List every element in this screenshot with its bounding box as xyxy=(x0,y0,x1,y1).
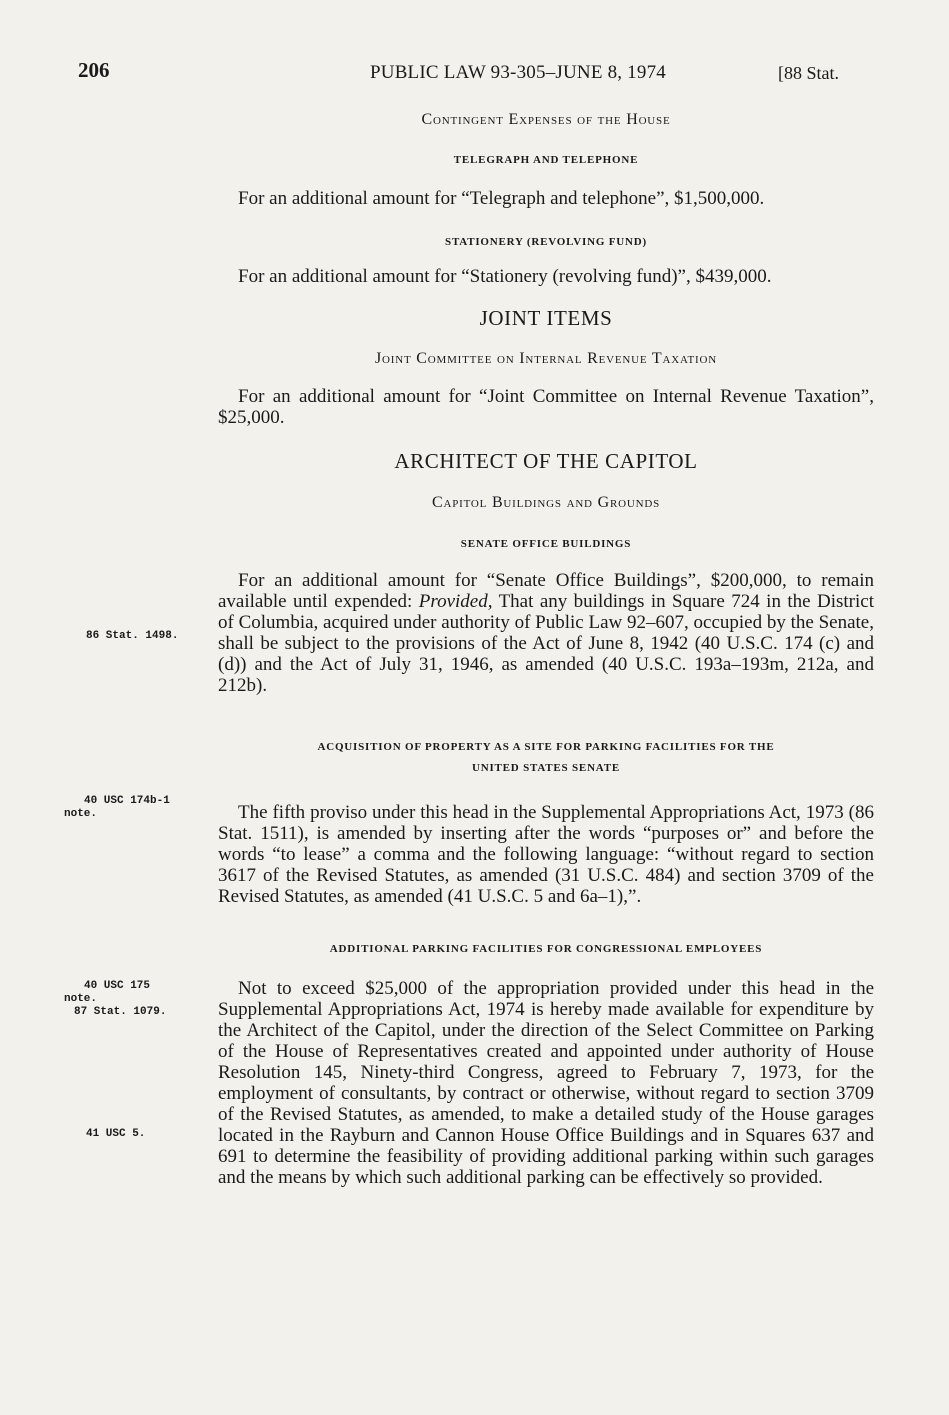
margin-note-line: 40 USC 175 xyxy=(84,980,151,992)
stationery-heading: STATIONERY (REVOLVING FUND) xyxy=(445,236,647,248)
provided-italic: Provided, xyxy=(418,591,493,612)
stat-reference: [88 Stat. xyxy=(778,63,839,83)
margin-note-line: 40 USC 174b-1 xyxy=(84,795,170,807)
capitol-buildings-heading: Capitol Buildings and Grounds xyxy=(431,494,660,511)
telegraph-heading: TELEGRAPH AND TELEPHONE xyxy=(453,154,639,166)
margin-note-86-stat: 86 Stat. 1498. xyxy=(86,630,179,642)
acquisition-heading-line-2: UNITED STATES SENATE xyxy=(471,762,621,774)
margin-note-40-usc-175 xyxy=(64,980,234,1019)
margin-note-line: note. xyxy=(64,993,98,1005)
parking-heading: ADDITIONAL PARKING FACILITIES FOR CONGRESSIONAL EMPLOYEES xyxy=(329,943,763,955)
margin-note-line: 87 Stat. 1079. xyxy=(74,1006,167,1018)
telegraph-paragraph: For an additional amount for “Telegraph and telephone”, $1,500,000. xyxy=(238,188,765,209)
margin-note-line: note. xyxy=(64,808,98,820)
margin-note-40-usc-174b xyxy=(64,795,234,821)
acquisition-heading-line-1: ACQUISITION OF PROPERTY AS A SITE FOR PARKING FACILITIES FOR THE xyxy=(317,741,775,753)
acquisition-paragraph: The fifth proviso under this head in the Supplemental Appropriations Act, 1973 (86 Stat. 1511), is amended by inserting after the words “purposes or” and before the words “to lease” a comma and the following language: “without regard to section 3617 of the Revised Statutes, as amended (31 U.S.C. 484) and section 3709 of the Revised Statutes, as amended (41 U.S.C. 5 and 6a–1),”. xyxy=(218,802,874,907)
joint-committee-paragraph: For an additional amount for “Joint Committee on Internal Revenue Taxation”, $25,000. xyxy=(218,386,874,428)
senate-office-text-1: For an additional amount for “Senate Office Buildings”, $200,000, to remain available until expended: xyxy=(218,570,874,612)
joint-committee-heading: Joint Committee on Internal Revenue Taxation xyxy=(375,350,717,367)
contingent-expenses-heading: Contingent Expenses of the House xyxy=(421,111,671,128)
senate-office-text-2: That any buildings in Square 724 in the District of Columbia, acquired under authority of Public Law 92–607, occupied by the Senate, shall be subject to the provisions of the Act of June 8, 1942 (40 U.S.C. 174 (c) and (d)) and the Act of July 31, 1946, as amended (40 U.S.C. 193a–193m, 212a, and 212b). xyxy=(218,591,874,696)
senate-office-paragraph xyxy=(218,570,874,696)
architect-heading: ARCHITECT OF THE CAPITOL xyxy=(394,449,698,473)
parking-paragraph: Not to exceed $25,000 of the appropriation provided under this head in the Supplemental Appropriations Act, 1974 is hereby made available for expenditure by the Architect of the Capitol, under the direction of the Select Committee on Parking of the House of Representatives created and appointed under authority of House Resolution 145, Ninety-third Congress, agreed to February 7, 1973, for the employment of consultants, by contract or otherwise, without regard to section 3709 of the Revised Statutes, as amended, to make a detailed study of the House garages located in the Rayburn and Cannon House Office Buildings and in Squares 637 and 691 to determine the feasibility of providing additional parking within such garages and the means by which such additional parking can be effectively so provided. xyxy=(218,978,874,1188)
running-title: PUBLIC LAW 93-305–JUNE 8, 1974 xyxy=(370,62,666,83)
stationery-paragraph: For an additional amount for “Stationery (revolving fund)”, $439,000. xyxy=(238,266,772,287)
margin-note-41-usc-5: 41 USC 5. xyxy=(86,1128,146,1140)
joint-items-heading: JOINT ITEMS xyxy=(479,306,613,330)
senate-office-heading: SENATE OFFICE BUILDINGS xyxy=(460,538,632,550)
page-number: 206 xyxy=(78,58,110,82)
